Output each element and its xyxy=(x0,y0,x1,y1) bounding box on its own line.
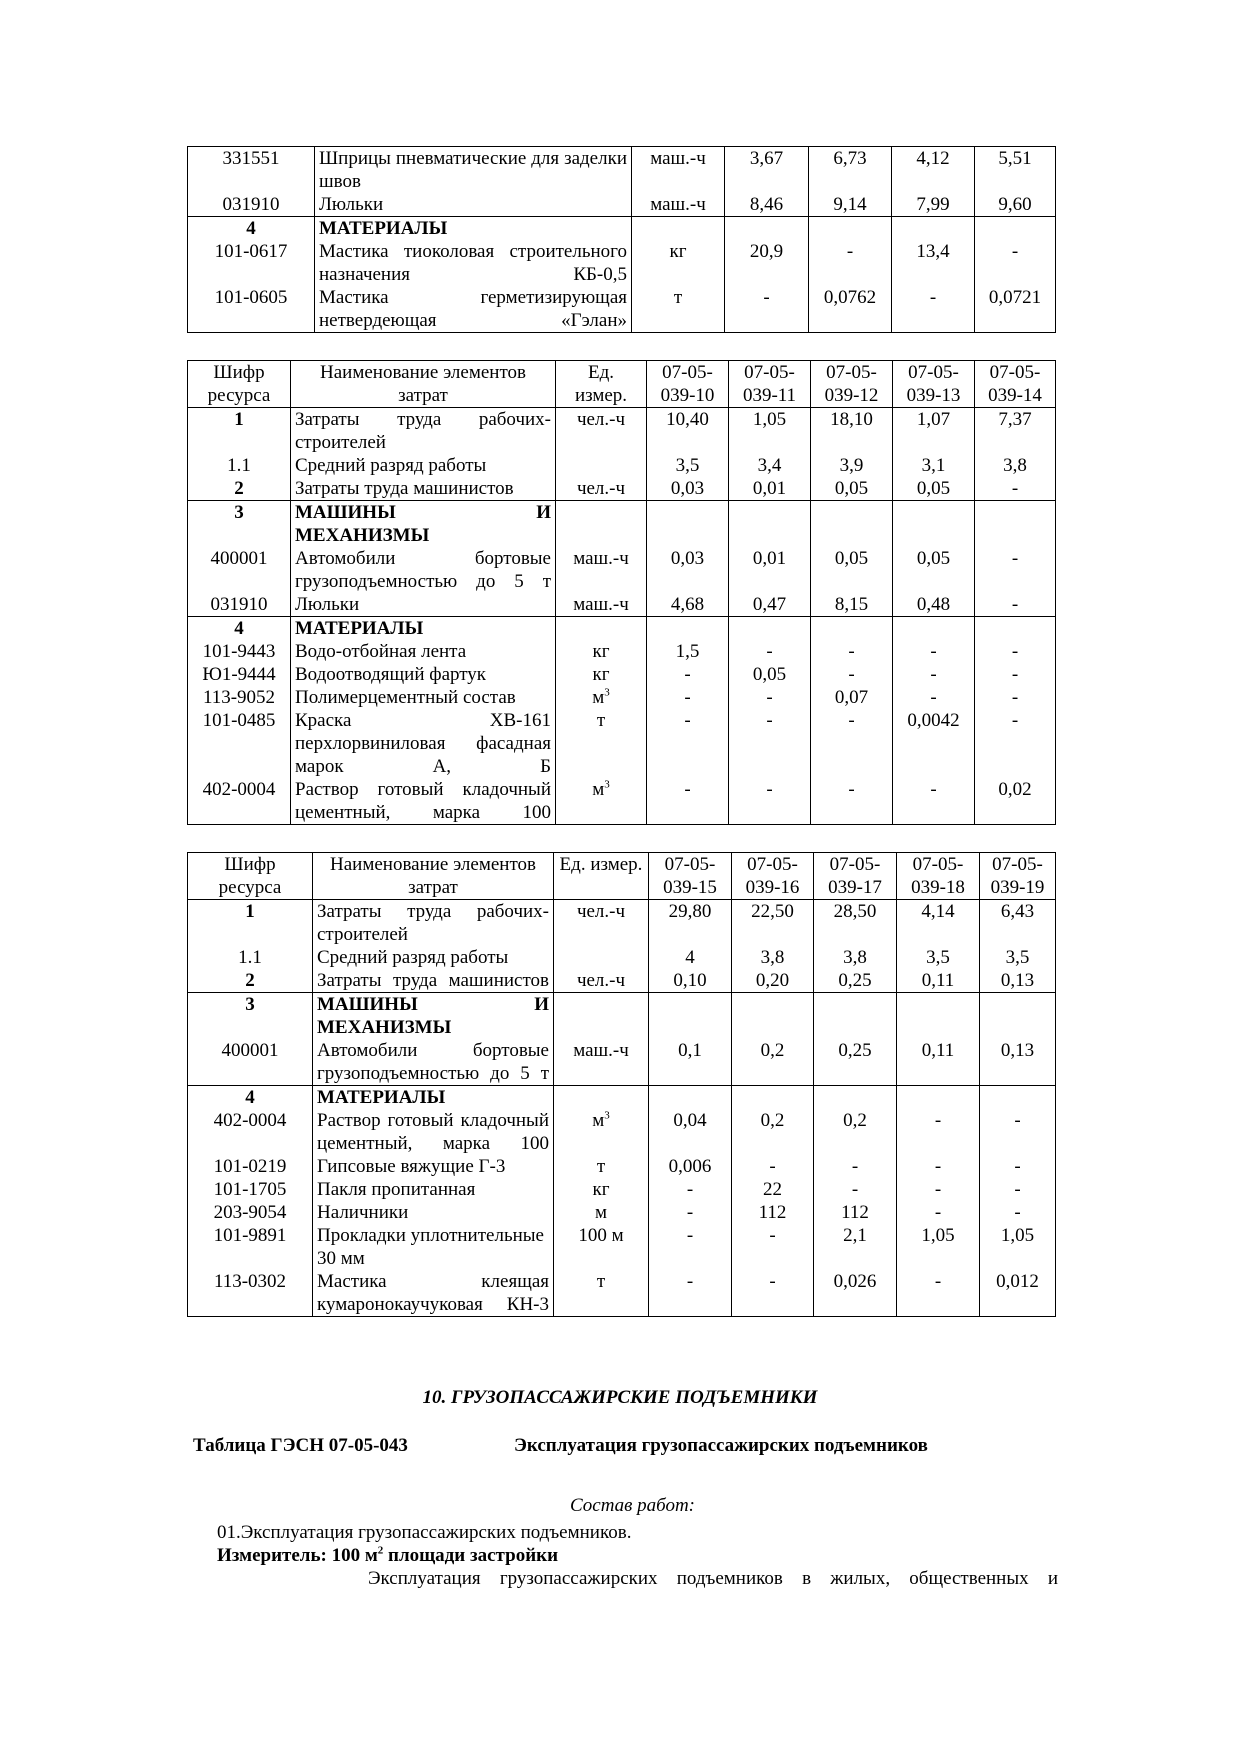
table-row xyxy=(188,1039,1056,1086)
table-row xyxy=(188,900,1056,947)
value-cell: - xyxy=(647,686,729,709)
code-cell: 113-9052 xyxy=(188,686,291,709)
name-cell: Краска ХВ-161 перхлорвиниловая фасадная марок А, Б xyxy=(291,709,556,778)
code-cell: 400001 xyxy=(188,1039,313,1086)
value-cell: - xyxy=(897,1155,980,1178)
code-cell: 1 xyxy=(188,900,313,947)
name-cell: Затраты труда рабочих-строителей xyxy=(291,408,556,455)
header-col: 07-05-039-11 xyxy=(729,361,811,408)
value-cell: 18,10 xyxy=(811,408,893,455)
value-cell: - xyxy=(897,1109,980,1155)
value-cell: - xyxy=(892,286,975,333)
value-cell: - xyxy=(811,640,893,663)
work-composition-label: Состав работ: xyxy=(569,1495,696,1516)
value-cell: 28,50 xyxy=(814,900,897,947)
section-code-cell: 4 xyxy=(188,617,291,641)
name-cell: Водоотводящий фартук xyxy=(291,663,556,686)
value-cell: 4,12 xyxy=(892,147,975,194)
value-cell: 0,2 xyxy=(732,1109,814,1155)
value-cell: 0,0042 xyxy=(893,709,975,778)
value-cell: 9,60 xyxy=(975,193,1056,217)
unit-text: м xyxy=(592,1110,605,1131)
section-code-cell: 3 xyxy=(188,993,313,1040)
table-row xyxy=(188,1086,1056,1110)
unit-cell: маш.-ч xyxy=(556,593,647,617)
section-name-cell: МАШИНЫ И МЕХАНИЗМЫ xyxy=(313,993,554,1040)
value-cell: 6,43 xyxy=(980,900,1056,947)
header-col: 07-05-039-18 xyxy=(897,853,980,900)
value-cell: 1,07 xyxy=(893,408,975,455)
value-cell: - xyxy=(897,1270,980,1317)
code-cell: 101-9891 xyxy=(188,1224,313,1270)
value-cell: - xyxy=(893,778,975,825)
code-cell: 101-0485 xyxy=(188,709,291,778)
name-cell: Раствор готовый кладочный цементный, марка 100 xyxy=(313,1109,554,1155)
name-cell: Автомобили бортовые грузоподъемностью до 5 т xyxy=(313,1039,554,1086)
value-cell: - xyxy=(814,1155,897,1178)
value-cell: 112 xyxy=(732,1201,814,1224)
value-cell: 3,4 xyxy=(729,454,811,477)
value-cell: 0,2 xyxy=(732,1039,814,1086)
value-cell: 0,13 xyxy=(980,969,1056,993)
header-code: Шифр ресурса xyxy=(188,361,291,408)
table-row xyxy=(188,1224,1056,1270)
value-cell: - xyxy=(975,240,1056,286)
value-cell: 20,9 xyxy=(725,240,809,286)
value-cell: - xyxy=(811,778,893,825)
operation-item: 01.Эксплуатация грузопассажирских подъемников. xyxy=(217,1522,632,1543)
name-cell: Водо-отбойная лента xyxy=(291,640,556,663)
table-name: Таблица ГЭСН 07-05-043 xyxy=(193,1435,408,1456)
table-row xyxy=(188,286,1056,333)
value-cell: - xyxy=(980,1155,1056,1178)
value-cell: 0,006 xyxy=(649,1155,732,1178)
table-039-10-14 xyxy=(187,360,1056,825)
code-cell: 1.1 xyxy=(188,454,291,477)
value-cell: - xyxy=(975,663,1056,686)
code-cell: 331551 xyxy=(188,147,315,194)
value-cell: - xyxy=(897,1178,980,1201)
name-cell: Люльки xyxy=(291,593,556,617)
value-cell: 13,4 xyxy=(892,240,975,286)
header-col: 07-05-039-14 xyxy=(975,361,1056,408)
value-cell: 3,8 xyxy=(732,946,814,969)
unit-superscript: 3 xyxy=(604,1109,610,1122)
value-cell: - xyxy=(649,1270,732,1317)
value-cell: 1,05 xyxy=(897,1224,980,1270)
name-cell: Мастика тиоколовая строительного назначения КБ-0,5 xyxy=(315,240,632,286)
table-header-row xyxy=(188,853,1056,900)
code-cell: 2 xyxy=(188,969,313,993)
value-cell: 0,10 xyxy=(649,969,732,993)
value-cell: - xyxy=(732,1224,814,1270)
section-heading: 10. ГРУЗОПАССАЖИРСКИЕ ПОДЪЕМНИКИ xyxy=(422,1387,818,1408)
value-cell: 0,1 xyxy=(649,1039,732,1086)
value-cell: 8,46 xyxy=(725,193,809,217)
name-cell: Гипсовые вяжущие Г-3 xyxy=(313,1155,554,1178)
value-cell: - xyxy=(732,1270,814,1317)
value-cell: - xyxy=(975,477,1056,501)
name-cell: Средний разряд работы xyxy=(291,454,556,477)
value-cell: - xyxy=(649,1224,732,1270)
value-cell: 0,026 xyxy=(814,1270,897,1317)
table-row xyxy=(188,1201,1056,1224)
value-cell: - xyxy=(809,240,892,286)
name-cell: Полимерцементный состав xyxy=(291,686,556,709)
table-row xyxy=(188,408,1056,455)
table-row xyxy=(188,993,1056,1040)
value-cell: 0,05 xyxy=(811,477,893,501)
code-cell: 1.1 xyxy=(188,946,313,969)
value-cell: 3,1 xyxy=(893,454,975,477)
description-paragraph: Эксплуатация грузопассажирских подъемников в жилых, общественных и xyxy=(368,1568,1058,1589)
unit-cell: т xyxy=(632,286,725,333)
table-row xyxy=(188,147,1056,194)
value-cell: 4,14 xyxy=(897,900,980,947)
value-cell: - xyxy=(975,640,1056,663)
value-cell: - xyxy=(729,709,811,778)
header-col: 07-05-039-10 xyxy=(647,361,729,408)
header-col: 07-05-039-15 xyxy=(649,853,732,900)
unit-superscript: 3 xyxy=(604,686,610,699)
unit-cell: кг xyxy=(556,640,647,663)
code-cell: 101-1705 xyxy=(188,1178,313,1201)
name-cell: Мастика клеящая кумаронокаучуковая КН-3 xyxy=(313,1270,554,1317)
value-cell: 0,25 xyxy=(814,969,897,993)
value-cell: 3,9 xyxy=(811,454,893,477)
value-cell: 4,68 xyxy=(647,593,729,617)
value-cell: 0,03 xyxy=(647,547,729,593)
value-cell: 0,05 xyxy=(729,663,811,686)
measure-suffix: площади застройки xyxy=(383,1545,559,1566)
unit-cell: маш.-ч xyxy=(554,1039,649,1086)
table-title: Эксплуатация грузопассажирских подъемников xyxy=(514,1435,928,1456)
value-cell: - xyxy=(975,547,1056,593)
header-name: Наименование элементов затрат xyxy=(313,853,554,900)
name-cell: Шприцы пневматические для заделки швов xyxy=(315,147,632,194)
unit-cell: т xyxy=(554,1155,649,1178)
unit-cell: чел.-ч xyxy=(556,408,647,455)
value-cell: 1,05 xyxy=(980,1224,1056,1270)
value-cell: 3,8 xyxy=(975,454,1056,477)
value-cell: - xyxy=(897,1201,980,1224)
value-cell: 0,48 xyxy=(893,593,975,617)
value-cell: - xyxy=(647,663,729,686)
section-name-cell: МАТЕРИАЛЫ xyxy=(291,617,556,641)
section-code-cell: 3 xyxy=(188,501,291,548)
name-cell: Мастика герметизирующая нетвердеющая «Гэлан» xyxy=(315,286,632,333)
table-top-continuation xyxy=(187,146,1056,333)
value-cell: 3,5 xyxy=(647,454,729,477)
unit-cell: маш.-ч xyxy=(632,147,725,194)
table-row xyxy=(188,1155,1056,1178)
code-cell: 1 xyxy=(188,408,291,455)
table-row xyxy=(188,477,1056,501)
header-code: Шифр ресурса xyxy=(188,853,313,900)
unit-cell: маш.-ч xyxy=(556,547,647,593)
value-cell: 7,99 xyxy=(892,193,975,217)
unit-cell: маш.-ч xyxy=(632,193,725,217)
name-cell: Затраты труда машинистов xyxy=(313,969,554,993)
measure-unit xyxy=(217,1545,558,1567)
table-row xyxy=(188,501,1056,548)
header-unit: Ед. измер. xyxy=(554,853,649,900)
value-cell: - xyxy=(649,1201,732,1224)
name-cell: Средний разряд работы xyxy=(313,946,554,969)
section-name-cell: МАТЕРИАЛЫ xyxy=(313,1086,554,1110)
header-col: 07-05-039-13 xyxy=(893,361,975,408)
value-cell: 1,05 xyxy=(729,408,811,455)
unit-cell: т xyxy=(554,1270,649,1317)
value-cell: 0,012 xyxy=(980,1270,1056,1317)
value-cell: 0,11 xyxy=(897,1039,980,1086)
unit-cell xyxy=(556,686,647,709)
name-cell: Люльки xyxy=(315,193,632,217)
value-cell: 0,0721 xyxy=(975,286,1056,333)
value-cell: 112 xyxy=(814,1201,897,1224)
table-row xyxy=(188,969,1056,993)
unit-superscript: 3 xyxy=(604,778,610,791)
table-row xyxy=(188,640,1056,663)
value-cell: - xyxy=(980,1178,1056,1201)
value-cell: 0,07 xyxy=(811,686,893,709)
name-cell: Затраты труда машинистов xyxy=(291,477,556,501)
value-cell: 6,73 xyxy=(809,147,892,194)
table-row xyxy=(188,946,1056,969)
value-cell: 2,1 xyxy=(814,1224,897,1270)
name-cell: Раствор готовый кладочный цементный, марка 100 xyxy=(291,778,556,825)
name-cell: Наличники xyxy=(313,1201,554,1224)
value-cell: - xyxy=(980,1201,1056,1224)
value-cell: - xyxy=(975,593,1056,617)
value-cell: 3,5 xyxy=(980,946,1056,969)
measure-prefix: Измеритель: 100 м xyxy=(217,1545,378,1566)
unit-cell xyxy=(556,778,647,825)
unit-cell: т xyxy=(556,709,647,778)
unit-text: м xyxy=(592,687,605,708)
table-row xyxy=(188,593,1056,617)
value-cell: 0,20 xyxy=(732,969,814,993)
value-cell: - xyxy=(811,709,893,778)
code-cell: 113-0302 xyxy=(188,1270,313,1317)
value-cell: - xyxy=(814,1178,897,1201)
value-cell: - xyxy=(647,709,729,778)
unit-cell: кг xyxy=(554,1178,649,1201)
code-cell: 101-0219 xyxy=(188,1155,313,1178)
code-cell: 031910 xyxy=(188,193,315,217)
value-cell: - xyxy=(729,686,811,709)
header-unit: Ед. измер. xyxy=(556,361,647,408)
table-row xyxy=(188,617,1056,641)
table-row xyxy=(188,1178,1056,1201)
unit-cell: м xyxy=(554,1201,649,1224)
table-row xyxy=(188,454,1056,477)
name-cell: Затраты труда рабочих-строителей xyxy=(313,900,554,947)
value-cell: 0,13 xyxy=(980,1039,1056,1086)
value-cell: - xyxy=(729,640,811,663)
value-cell: - xyxy=(647,778,729,825)
value-cell: - xyxy=(732,1155,814,1178)
value-cell: - xyxy=(893,640,975,663)
table-row xyxy=(188,193,1056,217)
value-cell: - xyxy=(893,686,975,709)
section-code-cell: 4 xyxy=(188,1086,313,1110)
section-name-cell: МАШИНЫ И МЕХАНИЗМЫ xyxy=(291,501,556,548)
header-col: 07-05-039-17 xyxy=(814,853,897,900)
table-row xyxy=(188,778,1056,825)
code-cell: 031910 xyxy=(188,593,291,617)
code-cell: 402-0004 xyxy=(188,1109,313,1155)
name-cell: Прокладки уплотнительные 30 мм xyxy=(313,1224,554,1270)
header-name: Наименование элементов затрат xyxy=(291,361,556,408)
code-cell: 203-9054 xyxy=(188,1201,313,1224)
code-cell: 402-0004 xyxy=(188,778,291,825)
value-cell: - xyxy=(649,1178,732,1201)
table-header-row xyxy=(188,361,1056,408)
value-cell: 0,05 xyxy=(893,547,975,593)
unit-cell: кг xyxy=(632,240,725,286)
value-cell: - xyxy=(975,686,1056,709)
unit-text: м xyxy=(592,779,605,800)
table-row xyxy=(188,1109,1056,1155)
measure-superscript: 2 xyxy=(377,1544,384,1557)
value-cell: 0,01 xyxy=(729,477,811,501)
value-cell: - xyxy=(725,286,809,333)
code-cell: 101-0605 xyxy=(188,286,315,333)
value-cell: 29,80 xyxy=(649,900,732,947)
value-cell: 0,2 xyxy=(814,1109,897,1155)
value-cell: 9,14 xyxy=(809,193,892,217)
name-cell: Пакля пропитанная xyxy=(313,1178,554,1201)
table-039-15-19 xyxy=(187,852,1056,1317)
table-row xyxy=(188,709,1056,778)
value-cell: 0,0762 xyxy=(809,286,892,333)
unit-cell: кг xyxy=(556,663,647,686)
table-row xyxy=(188,686,1056,709)
value-cell: 0,05 xyxy=(811,547,893,593)
value-cell: - xyxy=(980,1109,1056,1155)
section-code-cell: 4 xyxy=(188,217,315,241)
value-cell: 0,02 xyxy=(975,778,1056,825)
header-col: 07-05-039-16 xyxy=(732,853,814,900)
header-col: 07-05-039-19 xyxy=(980,853,1056,900)
unit-cell: чел.-ч xyxy=(554,969,649,993)
value-cell: 0,01 xyxy=(729,547,811,593)
value-cell: 8,15 xyxy=(811,593,893,617)
value-cell: - xyxy=(729,778,811,825)
unit-cell: чел.-ч xyxy=(554,900,649,947)
table-row xyxy=(188,240,1056,286)
value-cell: - xyxy=(893,663,975,686)
code-cell: Ю1-9444 xyxy=(188,663,291,686)
value-cell: 0,11 xyxy=(897,969,980,993)
code-cell: 2 xyxy=(188,477,291,501)
code-cell: 101-9443 xyxy=(188,640,291,663)
section-name-cell: МАТЕРИАЛЫ xyxy=(315,217,632,241)
name-cell: Автомобили бортовые грузоподъемностью до 5 т xyxy=(291,547,556,593)
code-cell: 101-0617 xyxy=(188,240,315,286)
value-cell: - xyxy=(811,663,893,686)
value-cell: 0,03 xyxy=(647,477,729,501)
value-cell: 0,05 xyxy=(893,477,975,501)
value-cell: 3,8 xyxy=(814,946,897,969)
value-cell: 22 xyxy=(732,1178,814,1201)
unit-cell: 100 м xyxy=(554,1224,649,1270)
value-cell: 10,40 xyxy=(647,408,729,455)
code-cell: 400001 xyxy=(188,547,291,593)
unit-cell: чел.-ч xyxy=(556,477,647,501)
unit-cell xyxy=(556,454,647,477)
value-cell: 3,67 xyxy=(725,147,809,194)
value-cell: - xyxy=(975,709,1056,778)
value-cell: 5,51 xyxy=(975,147,1056,194)
value-cell: 1,5 xyxy=(647,640,729,663)
header-col: 07-05-039-12 xyxy=(811,361,893,408)
value-cell: 22,50 xyxy=(732,900,814,947)
table-row xyxy=(188,1270,1056,1317)
value-cell: 0,47 xyxy=(729,593,811,617)
unit-cell xyxy=(554,946,649,969)
unit-cell xyxy=(554,1109,649,1155)
value-cell: 3,5 xyxy=(897,946,980,969)
table-row xyxy=(188,663,1056,686)
value-cell: 4 xyxy=(649,946,732,969)
value-cell: 0,25 xyxy=(814,1039,897,1086)
table-row xyxy=(188,217,1056,241)
table-row xyxy=(188,547,1056,593)
value-cell: 0,04 xyxy=(649,1109,732,1155)
value-cell: 7,37 xyxy=(975,408,1056,455)
